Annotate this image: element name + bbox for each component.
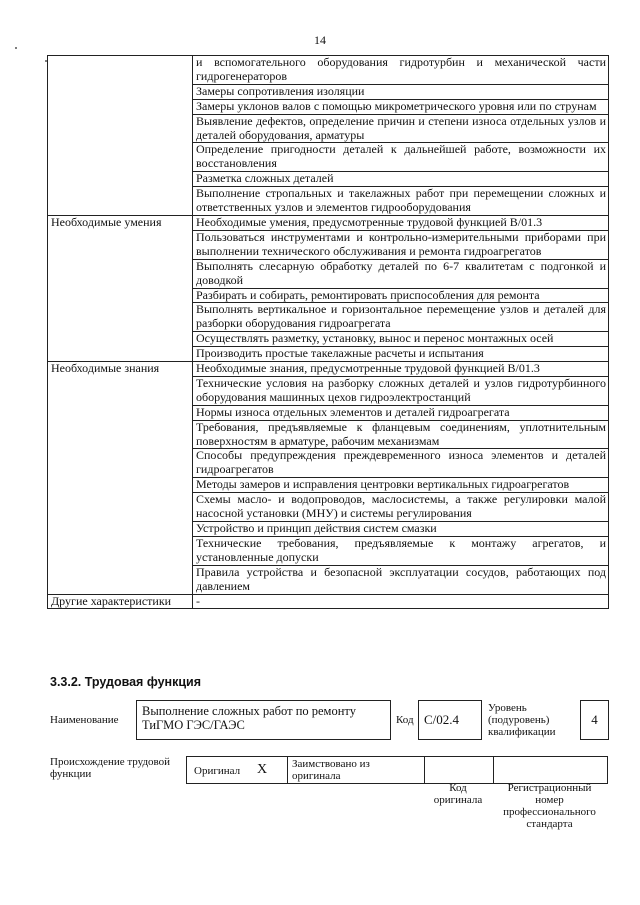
code-original-caption: Код оригинала [433,782,483,806]
table-row [48,594,609,609]
row-label: Необходимые умения [48,215,193,361]
row-text: - [193,594,609,609]
section-title: 3.3.2. Трудовая функция [50,675,202,689]
row-text: Замеры сопротивления изоляции [193,84,609,99]
level-box [580,700,609,740]
row-text: Способы предупреждения преждевременного износа элементов и деталей гидроагрегатов [193,449,609,478]
level-value: 4 [591,712,598,727]
cell-divider [493,757,494,783]
row-text: Устройство и принцип действия систем смазки [193,522,609,537]
row-text: Методы замеров и исправления центровки вертикальных гидроагрегатов [193,478,609,493]
origin-label: Происхождение трудовой функции [50,756,171,780]
row-text: и вспомогательного оборудования гидротурбин и механической части гидрогенераторов [193,56,609,85]
scan-speck [15,47,17,49]
row-text: Правила устройства и безопасной эксплуатации сосудов, работающих под давлением [193,565,609,594]
row-text: Осуществлять разметку, установку, вынос и перенос монтажных осей [193,332,609,347]
row-text: Необходимые умения, предусмотренные трудовой функцией В/01.3 [193,215,609,230]
row-text: Замеры уклонов валов с помощью микрометрического уровня или по струнам [193,99,609,114]
code-box [418,700,482,740]
cell-divider [424,757,425,783]
level-label: Уровень (подуровень) квалификации [488,702,556,738]
row-text: Нормы износа отдельных элементов и деталей гидроагрегата [193,405,609,420]
row-text: Производить простые такелажные расчеты и испытания [193,347,609,362]
table-row [48,215,609,230]
original-label: Оригинал [194,765,241,777]
name-label: Наименование [50,714,119,726]
row-text: Выполнение стропальных и такелажных работ при перемещении сложных и ответственных узлов и элементов гидрооборудования [193,187,609,216]
function-name-box [136,700,391,740]
row-text: Разбирать и собирать, ремонтировать приспособления для ремонта [193,288,609,303]
row-label: Другие характеристики [48,594,193,609]
requirements-table [47,55,609,609]
reg-number-caption: Регистрационный номер профессионального стандарта [503,782,596,830]
cell-divider [287,757,288,783]
row-text: Пользоваться инструментами и контрольно-измерительными приборами при выполнении технического обслуживания и ремонта гидроагрегатов [193,230,609,259]
row-label: Необходимые знания [48,362,193,595]
page-number: 14 [314,33,326,47]
row-text: Выявление дефектов, определение причин и степени износа отдельных узлов и деталей оборудования, арматуры [193,114,609,143]
code-label: Код [396,714,414,726]
row-text: Необходимые знания, предусмотренные трудовой функцией В/01.3 [193,362,609,377]
code-value: С/02.4 [424,712,460,727]
row-text: Выполнять вертикальное и горизонтальное перемещение узлов и деталей для разборки оборудования гидроагрегата [193,303,609,332]
row-text: Требования, предъявляемые к фланцевым соединениям, уплотнительным поверхностям в арматуре, рабочим механизмам [193,420,609,449]
row-text: Технические условия на разборку сложных деталей и узлов гидротурбинного оборудования машинных цехов гидроэлектростанций [193,376,609,405]
row-text: Схемы масло- и водопроводов, маслосистемы, а также регулировки малой насосной установки (МНУ) и системы регулирования [193,493,609,522]
table-row [48,362,609,377]
function-name: Выполнение сложных работ по ремонту ТиГМО ГЭС/ГАЭС [142,704,356,732]
origin-table [186,756,608,784]
row-text: Определение пригодности деталей к дальнейшей работе, возможности их восстановления [193,143,609,172]
original-mark: X [257,762,268,777]
borrowed-label: Заимствовано из оригинала [292,758,370,782]
row-text: Выполнять слесарную обработку деталей по 6-7 квалитетам с подгонкой и доводкой [193,259,609,288]
row-text: Разметка сложных деталей [193,172,609,187]
row-text: Технические требования, предъявляемые к монтажу агрегатов, и установленные допуски [193,536,609,565]
row-label [48,56,193,216]
table-row [48,56,609,85]
